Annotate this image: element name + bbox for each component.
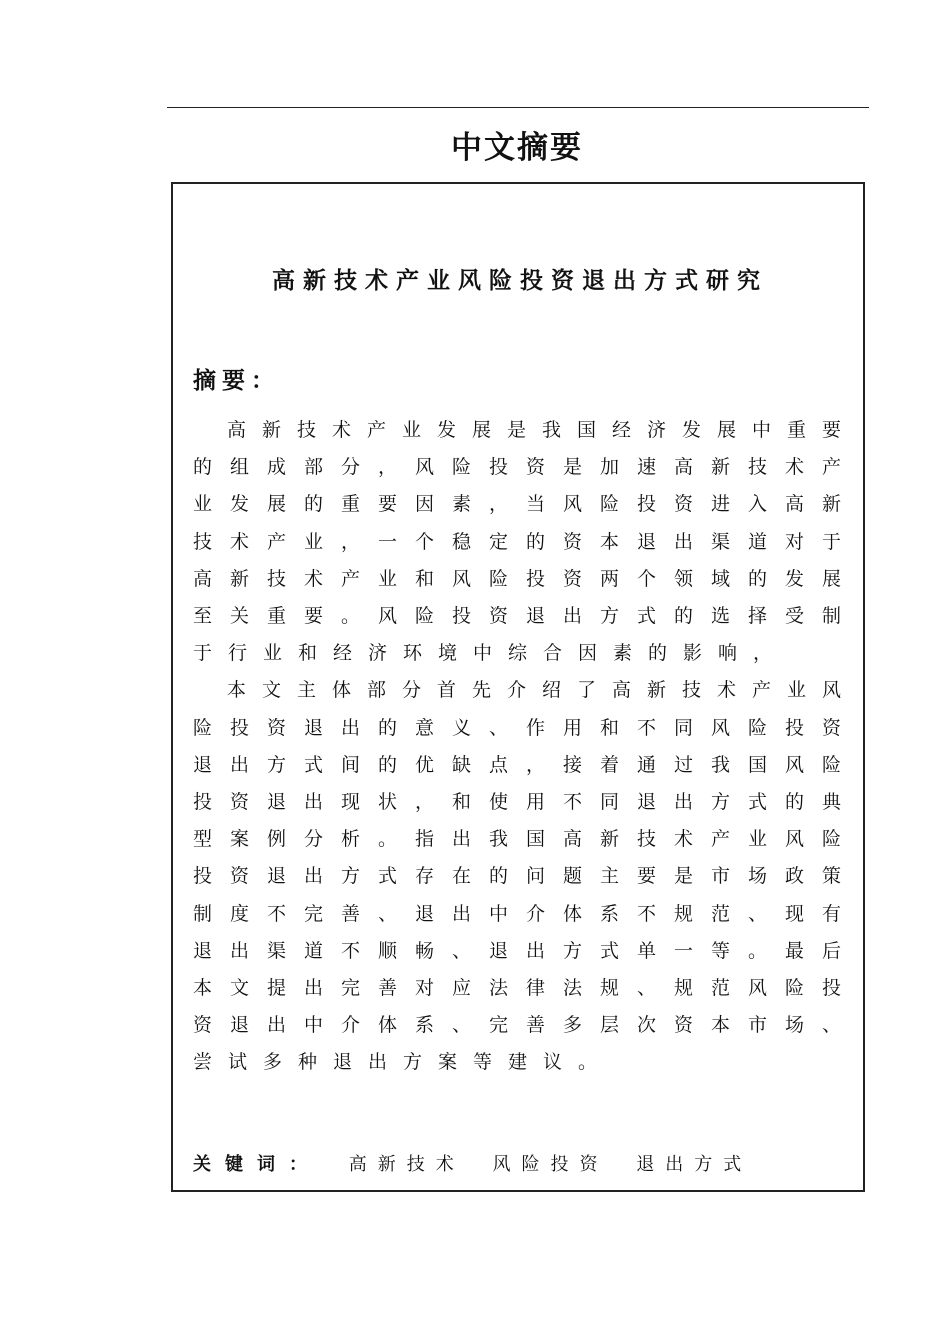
thesis-title: 高新技术产业风险投资退出方式研究 (272, 268, 768, 294)
abstract-label: 摘要： (193, 368, 280, 394)
keyword-1: 高新技术 (348, 1154, 465, 1175)
abstract-paragraph-2: 本文主体部分首先介绍了高新技术产业风险投资退出的意义、作用和不同风险投资退出方式间的优缺点，接着通过我国风险投资退出现状，和使用不同退出方式的典型案例分析。指出我国高新技术产业风险投资退出方式存在的问题主要是市场政策制度不完善、退出中介体系不规范、现有退出渠道不顺畅、退出方式单一等。最后本文提出完善对应法律法规、规范风险投资退出中介体系、完善多层次资本市场、尝试多种退出方案等建议。 (193, 679, 858, 1074)
page-heading: 中文摘要 (451, 130, 583, 166)
header-rule (167, 107, 869, 108)
abstract-paragraph-1: 高新技术产业发展是我国经济发展中重要的组成部分，风险投资是加速高新技术产业发展的重要因素，当风险投资进入高新技术产业，一个稳定的资本退出渠道对于高新技术产业和风险投资两个领域的发展至关重要。风险投资退出方式的选择受制于行业和经济环境中综合因素的影响， (193, 419, 858, 665)
keywords-label: 关键词： (193, 1154, 321, 1175)
abstract-body (193, 412, 858, 1082)
keyword-3: 退出方式 (636, 1154, 753, 1175)
keywords-line (193, 1150, 752, 1180)
keyword-2: 风险投资 (492, 1154, 609, 1175)
